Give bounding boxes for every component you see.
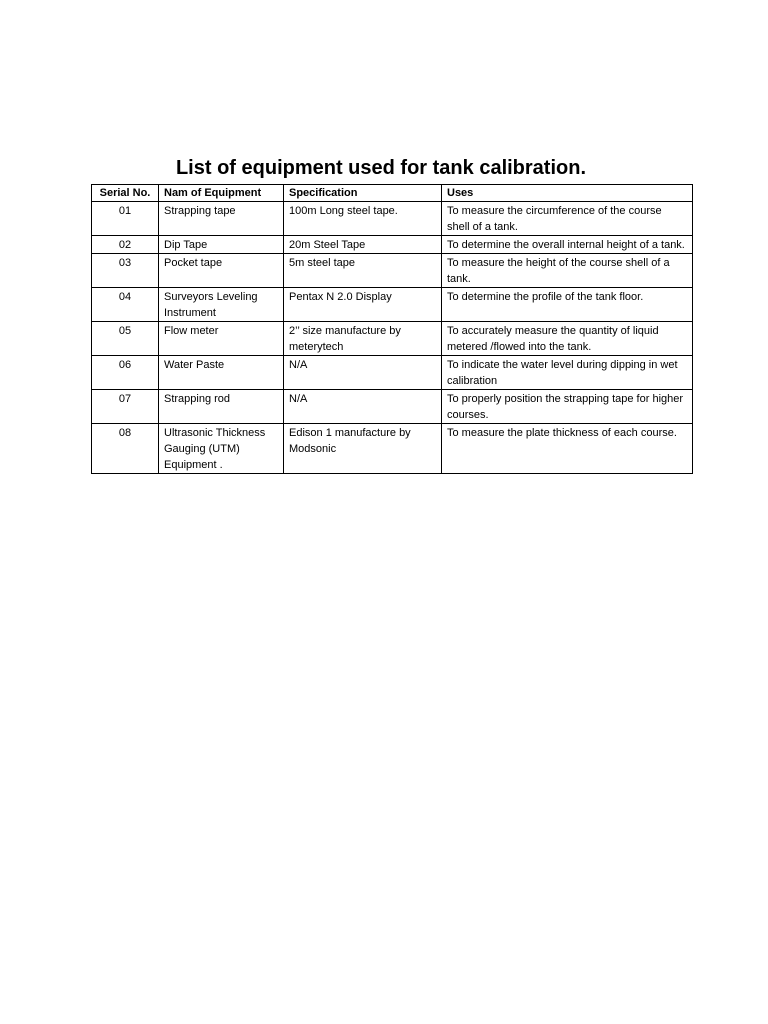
- header-uses: Uses: [442, 185, 693, 202]
- specification-cell: 5m steel tape: [284, 254, 442, 288]
- specification-cell: Edison 1 manufacture by Modsonic: [284, 424, 442, 474]
- table-row: [92, 424, 693, 474]
- uses-cell: To measure the circumference of the course shell of a tank.: [442, 202, 693, 236]
- uses-cell: To measure the height of the course shell of a tank.: [442, 254, 693, 288]
- serial-cell: 06: [92, 356, 159, 390]
- equipment-name-cell: Flow meter: [159, 322, 284, 356]
- uses-cell: To determine the profile of the tank floor.: [442, 288, 693, 322]
- equipment-name-cell: Dip Tape: [159, 236, 284, 254]
- uses-cell: To measure the plate thickness of each course.: [442, 424, 693, 474]
- serial-cell: 05: [92, 322, 159, 356]
- uses-cell: To indicate the water level during dipping in wet calibration: [442, 356, 693, 390]
- uses-cell: To properly position the strapping tape for higher courses.: [442, 390, 693, 424]
- specification-cell: N/A: [284, 356, 442, 390]
- equipment-name-cell: Strapping tape: [159, 202, 284, 236]
- serial-cell: 01: [92, 202, 159, 236]
- table-header-row: [92, 185, 693, 202]
- table-row: [92, 254, 693, 288]
- uses-cell: To accurately measure the quantity of liquid metered /flowed into the tank.: [442, 322, 693, 356]
- table-row: [92, 288, 693, 322]
- document-title: List of equipment used for tank calibration.: [175, 157, 587, 180]
- specification-cell: N/A: [284, 390, 442, 424]
- specification-cell: 20m Steel Tape: [284, 236, 442, 254]
- header-specification: Specification: [284, 185, 442, 202]
- header-serial-no: Serial No.: [92, 185, 159, 202]
- equipment-name-cell: Ultrasonic Thickness Gauging (UTM) Equipment .: [159, 424, 284, 474]
- table-row: [92, 356, 693, 390]
- table-row: [92, 390, 693, 424]
- serial-cell: 07: [92, 390, 159, 424]
- serial-cell: 04: [92, 288, 159, 322]
- serial-cell: 03: [92, 254, 159, 288]
- table-row: [92, 202, 693, 236]
- header-equipment-name: Nam of Equipment: [159, 185, 284, 202]
- specification-cell: 2’’ size manufacture by meterytech: [284, 322, 442, 356]
- serial-cell: 02: [92, 236, 159, 254]
- equipment-name-cell: Surveyors Leveling Instrument: [159, 288, 284, 322]
- specification-cell: 100m Long steel tape.: [284, 202, 442, 236]
- equipment-table: [91, 184, 693, 474]
- table-row: [92, 322, 693, 356]
- uses-cell: To determine the overall internal height of a tank.: [442, 236, 693, 254]
- specification-cell: Pentax N 2.0 Display: [284, 288, 442, 322]
- equipment-name-cell: Pocket tape: [159, 254, 284, 288]
- serial-cell: 08: [92, 424, 159, 474]
- equipment-name-cell: Strapping rod: [159, 390, 284, 424]
- equipment-name-cell: Water Paste: [159, 356, 284, 390]
- table-row: [92, 236, 693, 254]
